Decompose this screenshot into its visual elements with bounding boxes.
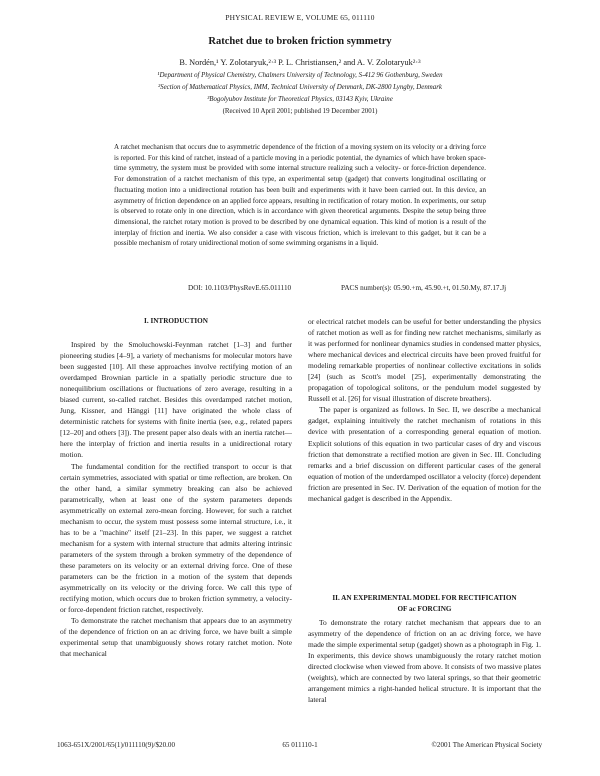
footer-page-number: 65 011110-1 <box>282 741 318 749</box>
right-column <box>308 316 541 504</box>
intro-paragraph: The fundamental condition for the rectified transport to occur is that certain symmetries, associated with spatial or time reflection, are broken. On the other hand, a similar symmetry breaking can also be achieved parametrically, when at least one of the system parameters depends asymmetrically on external zero-mean forcing. However, for such a ratchet mechanism to occur, the system must possess some internal structure, i.e., it has to be a "machine" itself [21–23]. In this paper, we suggest a ratchet mechanism for a system with internal structure that admits altering intrinsic parameters of the system through a broken symmetry of the dependence of these parameters on its velocity or an external driving force. One of these parameters can be the friction in a motion of the system that depends asymmetrically on its velocity or the driving force. We call this type of rectifying motion, which occurs due to broken friction symmetry, a velocity- or force-dependent friction ratchet, respectively. <box>60 461 292 615</box>
paper-title: Ratchet due to broken friction symmetry <box>208 36 392 47</box>
footer-issn: 1063-651X/2001/65(1)/011110(9)/$20.00 <box>57 741 176 749</box>
left-column <box>60 339 292 659</box>
intro-continuation-paragraph: or electrical ratchet models can be useful for better understanding the physics of ratchet motion as well as for finding new ratchet mechanisms, similarly as it was performed for nonlinear dynamics studies in condensed matter physics, where mechanical devices and electrical circuits have been proved fruitful for modeling remarkable properties of nonlinear collective excitations in solids [24] (such as Scott's model [25], experimentally demonstrating the propagation of topological solitons, or the pendulum model suggested by Russell et al. [26] for visual illustration of discrete breathers). <box>308 317 541 404</box>
author-list: B. Nordén,¹ Y. Zolotaryuk,²·³ P. L. Christiansen,² and A. V. Zolotaryuk²·³ <box>179 58 421 67</box>
section-2-paragraph: To demonstrate the rotary ratchet mechanism that appears due to an asymmetry of the dependence of friction on an ac driving force, we have made the simple experimental setup (gadget) shown as a photograph in Fig. 1. In experiments, this device shows unambiguously the rotary ratchet motion directed clockwise when viewed from above. It consists of two massive plates (weights), which are connected by two lateral springs, so that their geometric arrangement mimics a right-handed helical structure. It is important that the lateral <box>308 618 541 705</box>
section-heading-line: OF ac FORCING <box>397 604 452 613</box>
intro-paragraph: Inspired by the Smoluchowski-Feynman ratchet [1–3] and further pioneering studies [4–9], a variety of mechanisms for molecular motors have been suggested [10]. All these approaches involve rectifying motion of an overdamped Brownian particle in a spatially periodic structure due to nonequilibrium oscillations or fluctuations of zero average, resulting in a biased current, so-called ratchet. Besides this overdamped ratchet motion, Jung, Kissner, and Hänggi [11] have originated the whole class of deterministic ratchets for systems with finite inertia (see, e.g., related papers [12–20] and others [3]). The present paper also deals with an inertia ratchet—here the interplay of friction and inertia results in a unidirectional rotary motion. <box>60 340 292 460</box>
doi-link[interactable]: DOI: 10.1103/PhysRevE.65.011110 <box>188 284 292 292</box>
received-date: (Received 10 April 2001; published 19 December 2001) <box>222 108 378 115</box>
abstract: A ratchet mechanism that occurs due to asymmetric dependence of the friction of a moving system on its velocity or a driving force is reported. For this kind of ratchet, instead of a particle moving in a periodic potential, the dynamics of which have broken space-time symmetry, the system must be provided with some internal structure realizing such a velocity- or force-friction dependence. For demonstration of a ratchet mechanism of this type, an experimental setup (gadget) that converts longitudinal oscillating or fluctuating motion into a unidirectional rotation has been built and experiments with it have been carried out. In this device, an asymmetry of friction dependence on an applied force appears, resulting in rectification of rotary motion. In experiments, our setup is observed to rotate only in one direction, which is in accordance with given theoretical arguments. Despite the setup being three dimensional, the ratchet rotary motion is proved to be described by one dynamical equation. This kind of motion is a result of the interplay of friction and inertia. We also consider a case with viscous friction, which is irrelevant to this gadget, but it can be a possible mechanism of rotary unidirectional motion of some swimming organisms in a liquid. <box>114 143 486 248</box>
section-heading-experimental-model <box>308 593 541 614</box>
section-heading-introduction: I. INTRODUCTION <box>144 317 208 325</box>
footer-copyright: ©2001 The American Physical Society <box>431 741 542 749</box>
affiliation-3: ³Bogolyubov Institute for Theoretical Physics, 03143 Kyiv, Ukraine <box>207 96 393 103</box>
section-2-body <box>308 617 541 705</box>
intro-paragraph: To demonstrate the ratchet mechanism that appears due to an asymmetry of the dependence of friction on an ac driving force, we have built a simple experimental setup that unambiguously shows rotary ratchet motion. Note that mechanical <box>60 616 292 659</box>
affiliation-2: ²Section of Mathematical Physics, IMM, Technical University of Denmark, DK-2800 Lyngby, Denmark <box>158 84 442 91</box>
pacs-numbers: PACS number(s): 05.90.+m, 45.90.+t, 01.50.My, 87.17.Jj <box>341 284 507 292</box>
section-heading-line: II. AN EXPERIMENTAL MODEL FOR RECTIFICATION <box>332 594 517 602</box>
running-head: PHYSICAL REVIEW E, VOLUME 65, 011110 <box>225 13 375 22</box>
intro-paragraph: The paper is organized as follows. In Sec. II, we describe a mechanical gadget, explaining intuitively the ratchet mechanism of rotations in this device with presentation of a corresponding general equation of motion. Explicit solutions of this equation in two particular cases of dry and viscous friction that demonstrate a rectified motion are given in Sec. III. Concluding remarks and a brief discussion on different particular cases of the general equation of motion of the underdamped oscillator a velocity (force) dependent friction are presented in Sec. IV. Derivation of the equation of motion for the mechanical gadget is described in the Appendix. <box>308 405 541 503</box>
affiliation-1: ¹Department of Physical Chemistry, Chalmers University of Technology, S-412 96 Gothenburg, Sweden <box>157 72 443 79</box>
